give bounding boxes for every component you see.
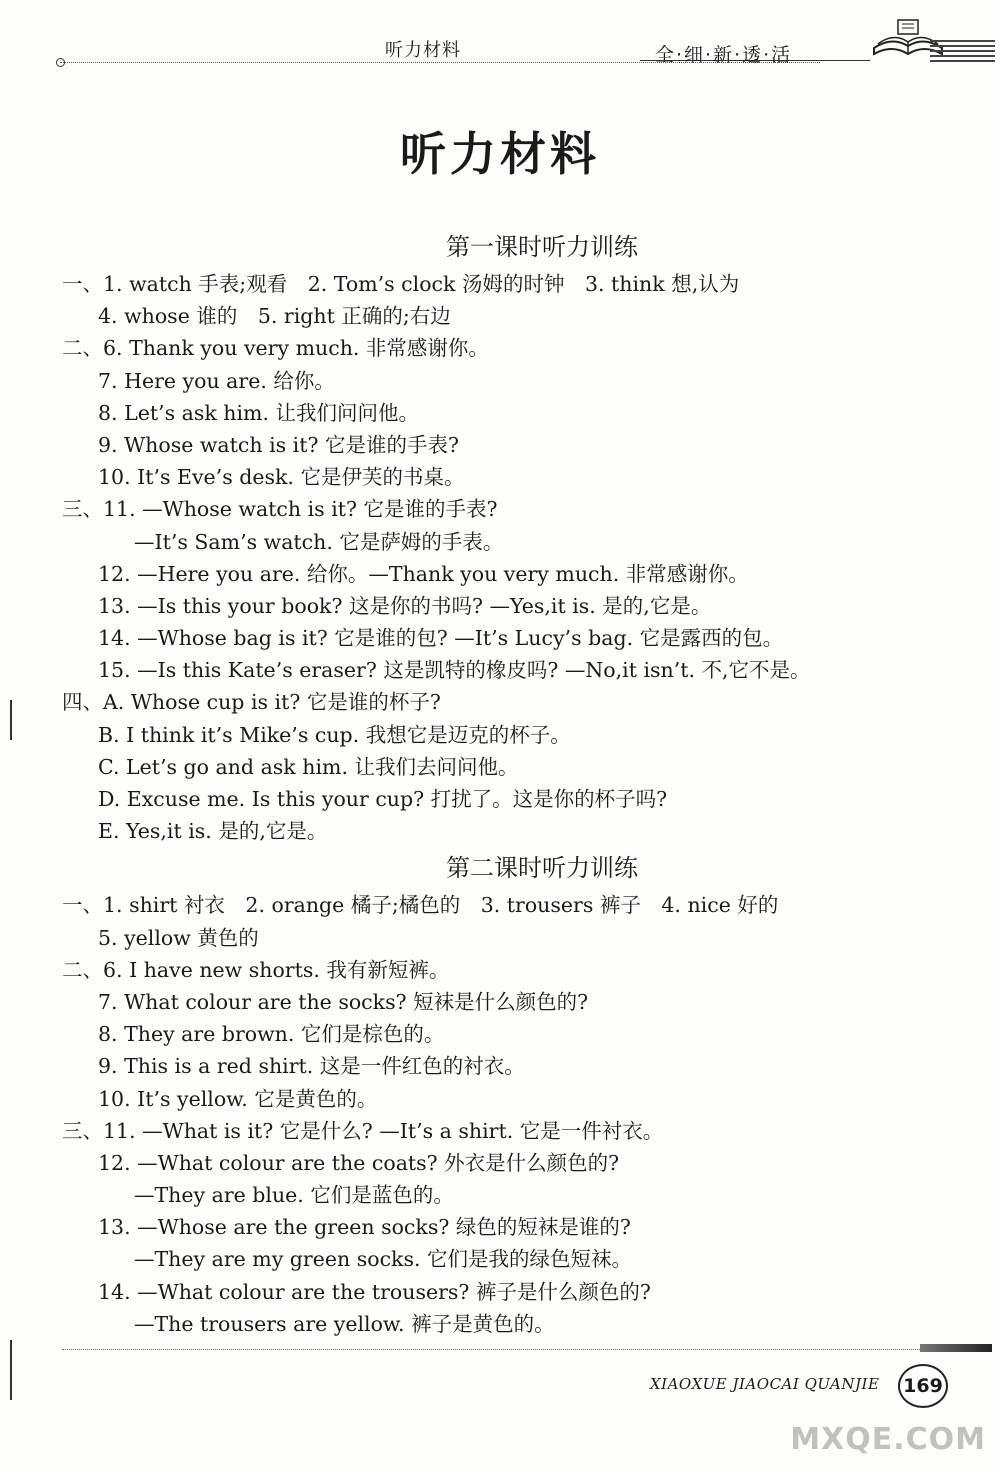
footer-series-name: XIAOXUE JIAOCAI QUANJIE bbox=[650, 1375, 880, 1393]
listening-line: 15. —Is this Kate’s eraser? 这是凯特的橡皮吗? —No,it isn’t. 不,它不是。 bbox=[98, 658, 811, 683]
watermark: MXQE.COM bbox=[790, 1422, 986, 1457]
listening-line: 13. —Is this your book? 这是你的书吗? —Yes,it is. 是的,它是。 bbox=[98, 593, 712, 618]
listening-line: 一、1. shirt 衬衣 2. orange 橘子;橘色的 3. trousers 裤子 4. nice 好的 bbox=[62, 893, 779, 918]
footer-rule bbox=[62, 1349, 922, 1350]
header-stripes bbox=[930, 40, 995, 62]
listening-line: 三、11. —Whose watch is it? 它是谁的手表? bbox=[62, 497, 498, 522]
lesson-lines bbox=[62, 268, 962, 847]
lesson-lines bbox=[62, 889, 962, 1340]
listening-line: 10. It’s Eve’s desk. 它是伊芙的书桌。 bbox=[98, 465, 465, 490]
listening-line: 4. whose 谁的 5. right 正确的;右边 bbox=[98, 304, 451, 329]
lesson-title: 第二课时听力训练 bbox=[446, 854, 638, 883]
header-slogan: 全·细·新·透·活 bbox=[655, 44, 793, 66]
page-title: 听力材料 bbox=[400, 127, 600, 181]
listening-line: B. I think it’s Mike’s cup. 我想它是迈克的杯子。 bbox=[98, 722, 571, 747]
listening-line: 一、1. watch 手表;观看 2. Tom’s clock 汤姆的时钟 3. think 想,认为 bbox=[62, 272, 740, 296]
header-section-label: 听力材料 bbox=[385, 40, 461, 61]
listening-line: 12. —Here you are. 给你。—Thank you very much. 非常感谢你。 bbox=[98, 561, 749, 586]
listening-line: —The trousers are yellow. 裤子是黄色的。 bbox=[134, 1311, 555, 1336]
page-number: 169 bbox=[898, 1364, 948, 1408]
lesson-title: 第一课时听力训练 bbox=[446, 233, 638, 261]
listening-line: E. Yes,it is. 是的,它是。 bbox=[98, 819, 328, 844]
lesson-2 bbox=[62, 847, 962, 1340]
listening-line: 14. —What colour are the trousers? 裤子是什么颜色的? bbox=[98, 1279, 651, 1304]
listening-line: —It’s Sam’s watch. 它是萨姆的手表。 bbox=[134, 529, 504, 554]
listening-line: 8. They are brown. 它们是棕色的。 bbox=[98, 1022, 445, 1047]
listening-line: 14. —Whose bag is it? 它是谁的包? —It’s Lucy’s bag. 它是露西的包。 bbox=[98, 626, 784, 651]
listening-line: 9. This is a red shirt. 这是一件红色的衬衣。 bbox=[98, 1054, 525, 1079]
margin-mark bbox=[10, 700, 12, 740]
margin-mark bbox=[10, 1340, 12, 1400]
listening-line: 7. What colour are the socks? 短袜是什么颜色的? bbox=[98, 989, 589, 1014]
listening-line: 四、A. Whose cup is it? 它是谁的杯子? bbox=[62, 690, 441, 715]
listening-line: 13. —Whose are the green socks? 绿色的短袜是谁的? bbox=[98, 1215, 631, 1240]
listening-line: 5. yellow 黄色的 bbox=[98, 925, 259, 950]
listening-line: D. Excuse me. Is this your cup? 打扰了。这是你的杯子吗? bbox=[98, 787, 668, 811]
listening-content bbox=[62, 226, 962, 1340]
listening-line: 10. It’s yellow. 它是黄色的。 bbox=[98, 1086, 378, 1111]
listening-line: —They are blue. 它们是蓝色的。 bbox=[134, 1183, 454, 1208]
listening-line: 8. Let’s ask him. 让我们问问他。 bbox=[98, 400, 420, 425]
listening-line: 三、11. —What is it? 它是什么? —It’s a shirt. 它是一件衬衣。 bbox=[62, 1118, 664, 1143]
footer-bar bbox=[920, 1344, 992, 1352]
listening-line: 二、6. Thank you very much. 非常感谢你。 bbox=[62, 336, 489, 361]
listening-line: 9. Whose watch is it? 它是谁的手表? bbox=[98, 432, 459, 457]
lesson-1 bbox=[62, 226, 962, 847]
listening-line: 12. —What colour are the coats? 外衣是什么颜色的? bbox=[98, 1150, 620, 1175]
listening-line: 7. Here you are. 给你。 bbox=[98, 368, 335, 393]
listening-line: —They are my green socks. 它们是我的绿色短袜。 bbox=[134, 1247, 633, 1272]
listening-line: C. Let’s go and ask him. 让我们去问问他。 bbox=[98, 754, 519, 779]
listening-line: 二、6. I have new shorts. 我有新短裤。 bbox=[62, 957, 450, 982]
